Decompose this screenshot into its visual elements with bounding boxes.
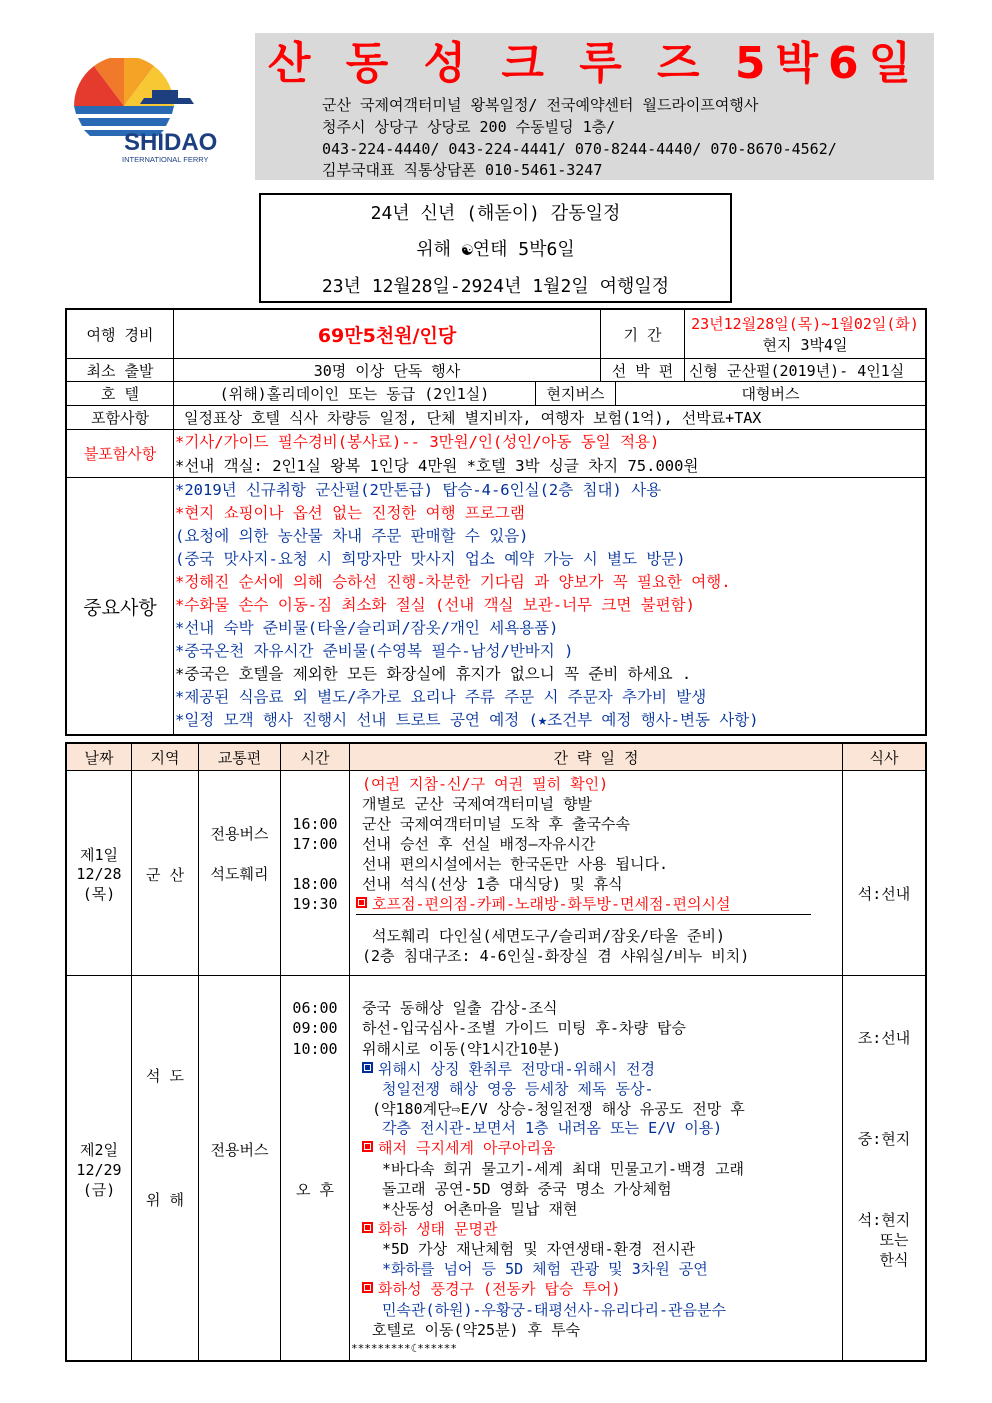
logo-subtext: INTERNATIONAL FERRY [122,155,209,164]
day2-line: (약180계단⇨E/V 상승-청일전쟁 해상 유공도 전망 후 [372,1100,745,1118]
header-itinerary: 간 략 일 정 [350,744,842,770]
day2-meal-lunch: 중:현지 [857,1130,911,1148]
important-line: *2019년 신규취항 군산펄(2만톤급) 탑승-4-6인실(2층 침대) 사용 [175,481,662,499]
header-meal: 식사 [843,744,925,770]
period-label: 기 간 [601,310,685,358]
important-line: (요청에 의한 농산물 차내 주문 판매할 수 있음) [175,527,529,545]
header-box [255,33,934,180]
day1-time: 18:00 [292,875,338,893]
day2-highlight: 화하 생태 문명관 [378,1220,498,1238]
day1-time: 16:00 [292,815,338,833]
day2-line: *바다속 희귀 물고기-세계 최대 민물고기-백경 고래 [382,1160,745,1178]
day2-meal-breakfast: 조:선내 [857,1029,911,1047]
day2-line: *산동성 어촌마을 밀납 재현 [382,1200,578,1218]
min-label: 최소 출발 [67,359,174,381]
ship-value: 신형 군산펄(2019년)- 4인1실 [689,361,905,380]
day1-transport-ferry: 석도훼리 [210,865,269,883]
ship-label: 선 박 편 [601,359,685,381]
period-local: 현지 3박4일 [762,336,848,354]
day2-date-2: 12/29 [76,1161,122,1179]
star-moon-divider: *********☾****** [351,1342,457,1355]
day1-transport-bus: 전용버스 [210,825,269,843]
day1-date-2: 12/28 [76,865,122,883]
hotel-value: (위해)홀리데이인 또는 동급 (2인1실) [174,382,536,405]
day1-time: 17:00 [292,835,338,853]
included-label: 포함사항 [67,406,174,429]
day2-meal-dinner: 석:현지 [857,1211,911,1229]
day2-line: 호텔로 이동(약25분) 후 투숙 [372,1321,581,1339]
important-line: *중국온천 자유시간 준비물(수영복 필수-남성/반바지 ) [175,642,574,660]
header-line-2: 청주시 상당구 상당로 200 수동빌딩 1층/ [322,118,616,136]
important-line: *수화물 손수 이동-짐 최소화 절실 (선내 객실 보관-너무 크면 불편함) [175,596,695,614]
cost-value: 69만5천원/인당 [174,310,601,358]
day1-line: 개별로 군산 국제여객터미널 향발 [362,795,592,813]
header-line-3: 043-224-4440/ 043-224-4441/ 070-8244-4440/ 070-8670-4562/ [322,140,837,158]
day2-transport: 전용버스 [210,1141,269,1159]
excluded-line-1: *기사/가이드 필수경비(봉사료)-- 3만원/인(성인/아동 동일 적용) [175,433,660,451]
day2-line: *5D 가상 재난체험 및 자연생태-환경 전시관 [382,1240,696,1258]
square-bullet-icon [362,1282,373,1293]
day2-date-3: (금) [82,1181,116,1199]
important-line: *정해진 순서에 의해 승하선 진행-차분한 기다림 과 양보가 꼭 필요한 여행. [175,573,731,591]
header-line-4: 김부국대표 직통상담폰 010-5461-3247 [322,161,603,179]
header-line-1: 군산 국제여객터미널 왕복일정/ 전국예약센터 월드라이프여행사 [322,96,759,114]
info-table [65,308,927,736]
day1-line: 선내 편의시설에서는 한국돈만 사용 됩니다. [362,855,668,873]
info-row-cost [67,310,925,358]
important-label: 중요사항 [67,478,174,734]
square-bullet-icon [362,1141,373,1152]
day1-line: 석도훼리 다인실(세면도구/슬리퍼/잠옷/타올 준비) [372,927,726,945]
info-row-important [67,477,925,734]
important-line: *현지 쇼핑이나 옵션 없는 진정한 여행 프로그램 [175,504,525,522]
day1-line: 선내 석식(선상 1층 대식당) 및 휴식 [362,875,623,893]
trip-line-3: 23년 12월28일-2924년 1월2일 여행일정 [321,276,670,297]
header-transport: 교통편 [199,744,280,770]
day2-time: 10:00 [292,1040,338,1058]
trip-summary-box [259,193,732,303]
min-value: 30명 이상 단독 행사 [174,359,601,381]
important-line: *일정 모객 행사 진행시 선내 트로트 공연 예정 (★조건부 예정 행사-변동 사항) [175,711,759,729]
info-row-included [67,405,925,429]
info-row-hotel [67,381,925,405]
day1-meal: 석:선내 [857,885,911,903]
info-row-min [67,358,925,381]
day1-time: 19:30 [292,895,338,913]
day1-region: 군 산 [145,866,184,884]
day2-line: 하선-입국심사-조별 가이드 미팅 후-차량 탑승 [362,1019,687,1037]
included-value: 일정표상 호텔 식사 차량등 일정, 단체 별지비자, 여행자 보험(1억), 선박료+TAX [184,409,762,427]
cost-label: 여행 경비 [67,310,174,358]
schedule-table [65,742,927,1362]
period-dates: 23년12월28일(목)~1월02일(화) [691,315,919,333]
day2-highlight: 해저 극지세계 아쿠아리움 [378,1139,556,1157]
day2-line: *화하를 넘어 등 5D 체험 관광 및 3차원 공연 [382,1260,708,1278]
header-date: 날짜 [67,744,131,770]
day2-time: 오 후 [295,1181,334,1199]
header-region: 지역 [132,744,198,770]
day1-facilities: 호프점-편의점-카페-노래방-화투방-면세점-편의시설 [372,895,731,913]
square-bullet-icon [356,897,367,908]
bus-label: 현지버스 [536,382,616,405]
day2-time: 06:00 [292,999,338,1017]
day1-date-1: 제1일 [79,846,118,864]
square-bullet-icon [362,1062,373,1073]
day1-line: 선내 승선 후 선실 배정—자유시간 [362,835,596,853]
excluded-line-2: *선내 객실: 2인1실 왕복 1인당 4만원 *호텔 3박 싱글 차지 75.000원 [175,457,699,475]
trip-line-2: 위해 ☯연태 5박6일 [416,239,575,260]
day2-meal-korean: 한식 [879,1251,909,1269]
day2-line: 돌고래 공연-5D 영화 중국 명소 가상체험 [382,1180,672,1198]
shidao-logo [66,58,242,168]
info-row-excluded [67,429,925,477]
day2-meal-or: 또는 [879,1231,909,1249]
day2-time: 09:00 [292,1019,338,1037]
square-bullet-icon [362,1222,373,1233]
day2-line: 민속관(하원)-우황궁-태평선사-유리다리-관음분수 [382,1301,726,1319]
day2-date-1: 제2일 [79,1141,118,1159]
excluded-label: 불포함사항 [67,430,174,477]
day1-line: 군산 국제여객터미널 도착 후 출국수속 [362,815,630,833]
day2-line: 중국 동해상 일출 감상-조식 [362,999,558,1017]
important-line: *선내 숙박 준비물(타올/슬리퍼/잠옷/개인 세욕용품) [175,619,559,637]
bus-value: 대형버스 [741,385,800,403]
day2-line: 청일전쟁 해상 영웅 등세창 제독 동상- [382,1080,654,1098]
trip-line-1: 24년 신년 (해돋이) 감동일정 [370,203,621,224]
day2-region-1: 석 도 [145,1067,184,1085]
important-line: *제공된 식음료 외 별도/추가로 요리나 주류 주문 시 주문자 추가비 발생 [175,688,707,706]
day2-region-2: 위 해 [145,1191,184,1209]
sunrise-ship-icon [66,58,242,168]
important-line: *중국은 호텔을 제외한 모든 화장실에 휴지가 없으니 꼭 준비 하세요 . [175,665,692,683]
day2-line: 위해시로 이동(약1시간10분) [362,1040,562,1058]
day2-line: 각층 전시관-보면서 1층 내려옴 또는 E/V 이용) [382,1119,723,1137]
hotel-label: 호 텔 [67,382,174,405]
day1-date-3: (목) [82,885,116,903]
important-line: (중국 맛사지-요청 시 희망자만 맛사지 업소 예약 가능 시 별도 방문) [175,550,686,568]
logo-text: SHIDAO [124,129,218,156]
day2-highlight: 위해시 상징 환취루 전망대-위해시 전경 [378,1060,655,1078]
day2-highlight: 화하성 풍경구 (전동카 탑승 투어) [378,1280,621,1298]
header-time: 시간 [281,744,349,770]
day1-line: (2층 침대구조: 4-6인실-화장실 겸 샤워실/비누 비치) [362,947,750,965]
page-title: 산 동 성 크 루 즈 5박6일 [267,38,922,89]
day1-line: (여권 지참-신/구 여권 필히 확인) [362,775,609,793]
